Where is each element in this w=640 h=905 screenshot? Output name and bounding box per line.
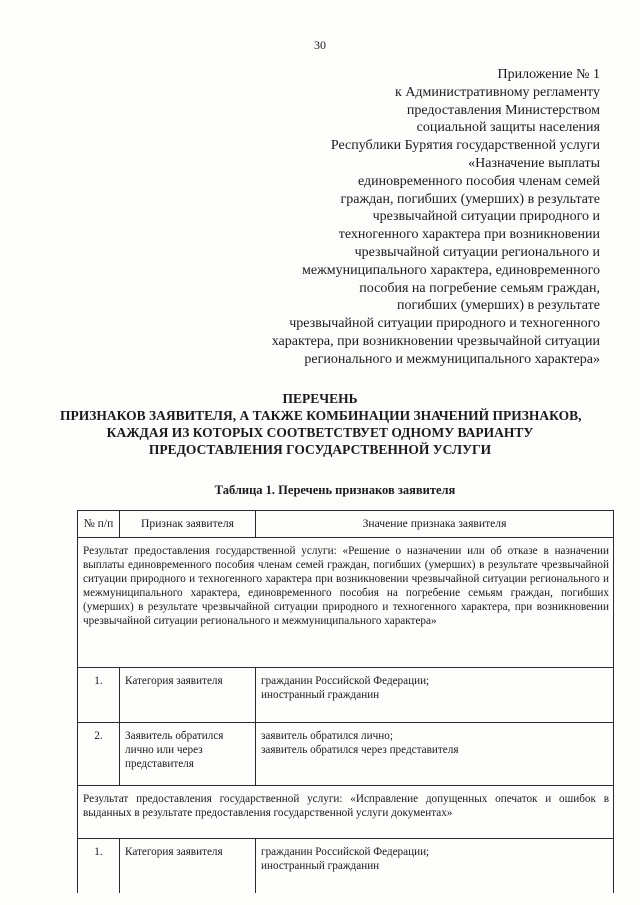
row-value-line: заявитель обратился через представителя (261, 744, 459, 756)
appendix-line: социальной защиты населения (416, 120, 600, 136)
row-feature (120, 723, 256, 786)
appendix-line: регионального и межмуниципального характера» (304, 351, 600, 367)
row-feature: Категория заявителя (120, 668, 256, 723)
appendix-header (180, 66, 600, 369)
appendix-line: единовременного пособия членам семей (358, 173, 600, 189)
row-number: 1. (78, 668, 120, 723)
section-row (78, 786, 614, 839)
row-values (256, 839, 614, 894)
appendix-line: «Назначение выплаты (468, 155, 600, 171)
row-value-line: иностранный гражданин (261, 860, 380, 872)
appendix-line: чрезвычайной ситуации природного и (372, 209, 600, 225)
header-feature: Признак заявителя (120, 511, 256, 538)
appendix-line: чрезвычайной ситуации природного и техногенного (289, 316, 600, 332)
header-number: № п/п (78, 511, 120, 538)
appendix-line: Приложение № 1 (497, 67, 600, 82)
table-row (78, 668, 614, 723)
appendix-line: характера, при возникновении чрезвычайной ситуации (271, 333, 600, 349)
appendix-line: к Административному регламенту (395, 84, 600, 100)
row-values (256, 668, 614, 723)
row-value-line: заявитель обратился лично; (261, 730, 393, 742)
title-line: ПРИЗНАКОВ ЗАЯВИТЕЛЯ, А ТАКЖЕ КОМБИНАЦИИ ЗНАЧЕНИЙ ПРИЗНАКОВ, (60, 408, 582, 423)
appendix-line: погибших (умерших) в результате (396, 298, 600, 314)
row-values (256, 723, 614, 786)
appendix-line: предоставления Министерством (406, 102, 600, 118)
table-caption: Таблица 1. Перечень признаков заявителя (214, 483, 456, 497)
table-row (78, 723, 614, 786)
header-value: Значение признака заявителя (256, 511, 614, 538)
row-feature-line: представителя (125, 758, 194, 770)
row-value-line: гражданин Российской Федерации; (261, 846, 430, 858)
appendix-line: граждан, погибших (умерших) в результате (340, 191, 600, 207)
row-value-line: иностранный гражданин (261, 689, 380, 701)
section-result-text: Результат предоставления государственной услуги: «Исправление допущенных опечаток и ошибок в выданных в результате предоставления государственной услуги документах» (78, 786, 614, 839)
appendix-line: техногенного характера при возникновении (338, 227, 600, 243)
appendix-line: Республики Бурятия государственной услуги (330, 138, 600, 154)
appendix-line: межмуниципального характера, единовременного (302, 262, 600, 278)
section-row (78, 538, 614, 668)
row-feature-line: Заявитель обратился (125, 730, 224, 742)
row-number: 1. (78, 839, 120, 894)
table-header-row (78, 511, 614, 538)
row-feature: Категория заявителя (120, 839, 256, 894)
row-number: 2. (78, 723, 120, 786)
section-result-text: Результат предоставления государственной услуги: «Решение о назначении или об отказе в назначении выплаты единовременного пособия членам семей граждан, погибших (умерших) в результате чрезвычайной ситуации природного и техногенного характера при возникновении чрезвычайной ситуации регионального и межмуниципального характера, единовременного пособия на погребение семьям граждан, погибших (умерших) в результате чрезвычайной ситуации природного и техногенного характера, при возникновении чрезвычайной ситуации регионального и межмуниципального характера» (78, 538, 614, 668)
table-row (78, 839, 614, 894)
row-value-line: гражданин Российской Федерации; (261, 675, 430, 687)
applicant-features-table (77, 510, 614, 893)
title-line: ПРЕДОСТАВЛЕНИЯ ГОСУДАРСТВЕННОЙ УСЛУГИ (148, 442, 492, 457)
appendix-line: пособия на погребение семьям граждан, (359, 280, 600, 296)
page-number: 30 (314, 38, 326, 52)
document-title (60, 390, 580, 458)
row-feature-line: лично или через (125, 744, 203, 756)
appendix-line: чрезвычайной ситуации регионального и (354, 244, 600, 260)
title-line: ПЕРЕЧЕНЬ (282, 391, 358, 406)
title-line: КАЖДАЯ ИЗ КОТОРЫХ СООТВЕТСТВУЕТ ОДНОМУ ВАРИАНТУ (106, 425, 534, 440)
